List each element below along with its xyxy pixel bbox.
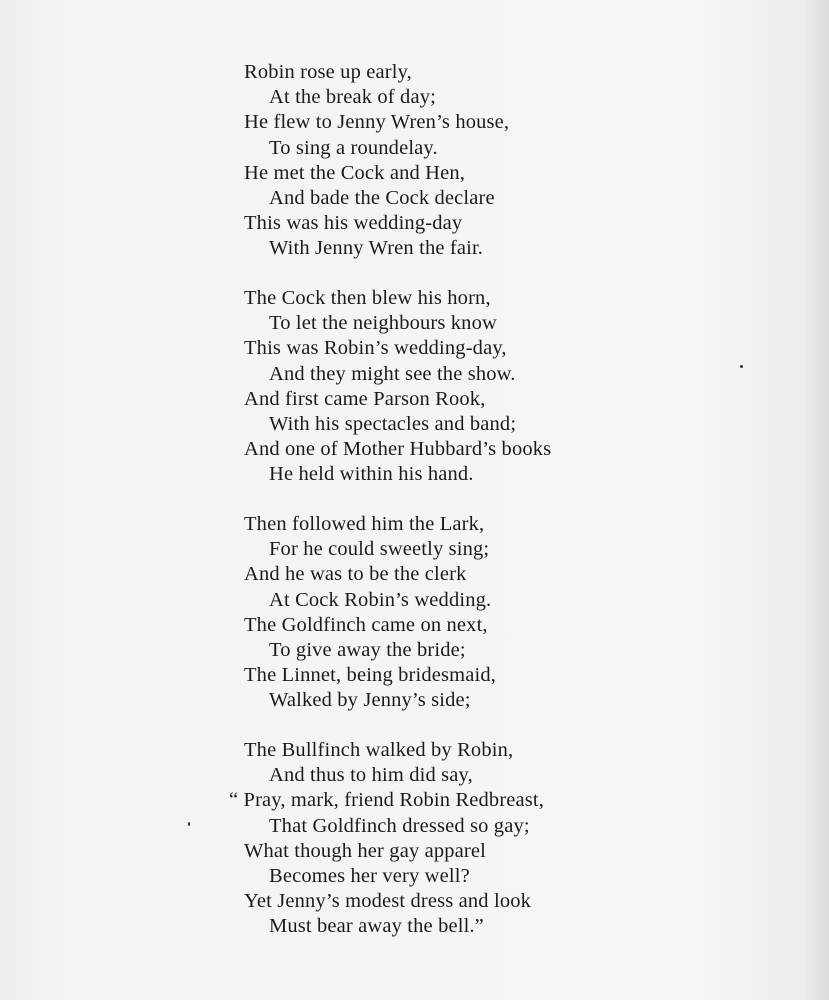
poem-line: This was Robin’s wedding-day, bbox=[244, 337, 507, 360]
poem-line: The Bullfinch walked by Robin, bbox=[244, 739, 514, 762]
poem-line: And bade the Cock declare bbox=[269, 187, 495, 210]
poem-line: The Linnet, being bridesmaid, bbox=[244, 664, 496, 687]
poem-line: He flew to Jenny Wren’s house, bbox=[244, 111, 510, 134]
poem-line: Robin rose up early, bbox=[244, 61, 412, 83]
poem-line: And thus to him did say, bbox=[269, 764, 473, 787]
poem-line: What though her gay apparel bbox=[244, 839, 486, 862]
poem-line: Yet Jenny’s modest dress and look bbox=[244, 890, 532, 913]
stanza-3 bbox=[244, 512, 784, 714]
poem-line: And one of Mother Hubbard’s books bbox=[244, 438, 552, 461]
poem-line: Walked by Jenny’s side; bbox=[269, 689, 471, 712]
poem-line: This was his wedding-day bbox=[244, 212, 463, 235]
paper-speck bbox=[740, 365, 743, 368]
poem-line: Must bear away the bell.” bbox=[269, 915, 484, 938]
poem-line: Becomes her very well? bbox=[269, 865, 470, 888]
poem-line: At Cock Robin’s wedding. bbox=[269, 588, 492, 611]
poem-line: To let the neighbours know bbox=[269, 312, 497, 335]
poem-line: To give away the bride; bbox=[269, 639, 466, 662]
poem-line: The Goldfinch came on next, bbox=[244, 613, 488, 636]
poem-line: He met the Cock and Hen, bbox=[244, 161, 466, 184]
paper-speck bbox=[188, 822, 190, 826]
poem-line: The Cock then blew his horn, bbox=[244, 287, 491, 310]
poem-line: “ Pray, mark, friend Robin Redbreast, bbox=[229, 789, 545, 812]
poem-line: And they might see the show. bbox=[269, 362, 516, 385]
stanza-2 bbox=[244, 286, 784, 488]
poem-line: For he could sweetly sing; bbox=[269, 538, 490, 561]
poem-line: Then followed him the Lark, bbox=[244, 513, 485, 536]
poem-line: To sing a roundelay. bbox=[269, 136, 438, 159]
poem-line: With Jenny Wren the fair. bbox=[269, 237, 484, 260]
poem-text bbox=[229, 60, 784, 964]
poem-line: And he was to be the clerk bbox=[244, 563, 467, 586]
stanza-4 bbox=[229, 738, 784, 940]
stanza-1 bbox=[244, 60, 784, 262]
poem-line: That Goldfinch dressed so gay; bbox=[269, 814, 530, 837]
poem-line: He held within his hand. bbox=[269, 463, 474, 486]
poem-line: At the break of day; bbox=[269, 86, 436, 109]
poem-line: And first came Parson Rook, bbox=[244, 387, 486, 410]
poem-line: With his spectacles and band; bbox=[269, 413, 517, 436]
